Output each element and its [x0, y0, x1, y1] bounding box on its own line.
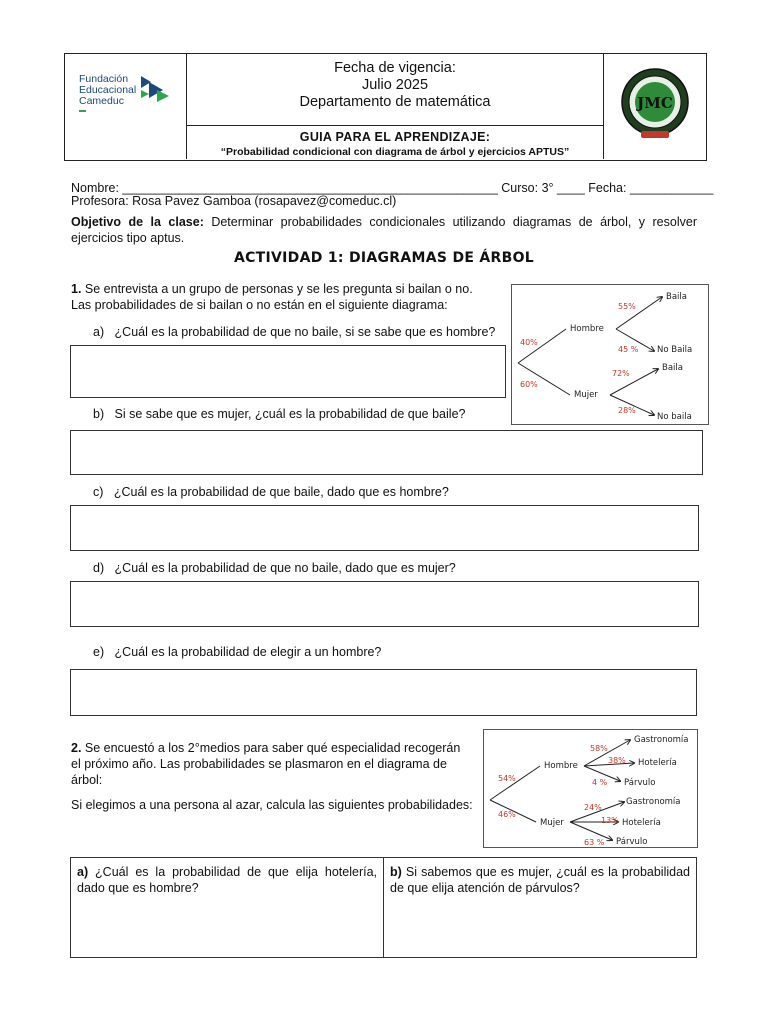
tree1-branch-mujer	[518, 363, 570, 395]
question-1d: d) ¿Cuál es la probabilidad de que no baile, dado que es mujer?	[93, 561, 456, 575]
logo-cell	[65, 54, 187, 159]
title-cell	[187, 126, 603, 159]
question-2a: a) ¿Cuál es la probabilidad de que elija hotelería, dado que es hombre?	[77, 865, 377, 895]
activity-title: ACTIVIDAD 1: DIAGRAMAS DE ÁRBOL	[233, 250, 535, 266]
exercise2-instruction: Si elegimos a una persona al azar, calcula las siguientes probabilidades:	[71, 798, 473, 812]
tree1-p-hombre: 40%	[520, 338, 538, 347]
exercise2-intro-line2: el próximo año. Las probabilidades se plasmaron en el diagrama de	[71, 757, 447, 771]
school-seal-icon	[619, 66, 691, 146]
tree2-m1: Gastronomía	[626, 797, 681, 807]
validity-date: Julio 2025	[361, 77, 429, 93]
tree2-h2: Hotelería	[638, 758, 677, 768]
department: Departamento de matemática	[299, 94, 491, 110]
tree2-node-hombre: Hombre	[544, 761, 578, 771]
seal-cell	[603, 54, 706, 159]
tree2-m3: Párvulo	[616, 837, 648, 847]
tree2-node-mujer: Mujer	[540, 818, 564, 828]
teacher-line: Profesora: Rosa Pavez Gamboa (rosapavez@comeduc.cl)	[71, 194, 397, 208]
tree1-p-h-baila: 55%	[618, 302, 636, 311]
tree2-p-h3: 4 %	[592, 778, 608, 787]
tree2-p-m3: 63 %	[584, 838, 605, 847]
header-box	[64, 53, 707, 161]
tree1-p-m-nobaila: 28%	[618, 406, 636, 415]
exercise1-intro-line2: Las probabilidades de si bailan o no están en el siguiente diagrama:	[71, 298, 448, 312]
tree1-p-mujer: 60%	[520, 380, 538, 389]
tree-diagram-2	[483, 729, 698, 848]
name-line[interactable]: Nombre: ______________________________________________________ Curso: 3° ____ Fecha: ____________	[71, 181, 714, 195]
answer-box-1a[interactable]	[70, 345, 506, 398]
answer-box-1c[interactable]	[70, 505, 699, 551]
exercise2-intro-line1: Se encuestó a los 2°medios para saber qué especialidad recogerán	[81, 741, 461, 755]
exercise1-intro	[71, 281, 511, 313]
tree1-p-h-nobaila: 45 %	[618, 345, 639, 354]
tree1-m-baila: Baila	[662, 363, 683, 373]
tree2-p-m1: 24%	[584, 803, 602, 812]
guide-title: GUIA PARA EL APRENDIZAJE:	[299, 130, 491, 144]
question-2a-cell[interactable]	[71, 858, 384, 957]
answer-box-1e[interactable]	[70, 669, 697, 716]
tree2-p-h2: 38%	[608, 756, 626, 765]
tree1-node-mujer: Mujer	[574, 390, 598, 400]
exercise2-intro-line3: árbol:	[71, 773, 103, 787]
objective-text: Determinar probabilidades condicionales utilizando diagramas de árbol, y resolver ejercicios tipo aptus.	[71, 215, 697, 245]
tree2-p-m2: 13%	[601, 816, 619, 825]
tree2-m2: Hotelería	[622, 818, 661, 828]
tree1-p-m-baila: 72%	[612, 369, 630, 378]
tree-diagram-1	[511, 284, 709, 425]
question-1e: e) ¿Cuál es la probabilidad de elegir a un hombre?	[93, 645, 382, 659]
answer-box-1d[interactable]	[70, 581, 699, 627]
exercise1-intro-line1: Se entrevista a un grupo de personas y se les pregunta si bailan o no.	[81, 282, 473, 296]
guide-subtitle: “Probabilidad condicional con diagrama de árbol y ejercicios APTUS”	[220, 146, 570, 158]
answer-box-1b[interactable]	[70, 430, 703, 475]
tree1-h-baila: Baila	[666, 292, 687, 302]
question-1b: b) Si se sabe que es mujer, ¿cuál es la probabilidad de que baile?	[93, 407, 466, 421]
tree2-h3: Párvulo	[624, 778, 656, 788]
tree2-p-h1: 58%	[590, 744, 608, 753]
tree1-h-nobaila: No Baila	[657, 345, 693, 355]
tree2-p-hombre: 54%	[498, 774, 516, 783]
svg-text:JMC: JMC	[637, 94, 673, 112]
objective	[71, 214, 697, 246]
foundation-logo: Fundación Educacional Cameduc	[79, 74, 136, 112]
exercise2-intro	[71, 740, 481, 788]
tree2-h1: Gastronomía	[634, 735, 689, 745]
validity-cell	[187, 54, 603, 126]
tree1-node-hombre: Hombre	[570, 324, 604, 334]
tree2-p-mujer: 46%	[498, 810, 516, 819]
question-1c: c) ¿Cuál es la probabilidad de que baile, dado que es hombre?	[93, 485, 449, 499]
tree2-branch-hombre	[490, 766, 540, 800]
objective-label: Objetivo de la clase:	[71, 215, 204, 229]
question-2b-cell[interactable]	[384, 858, 696, 957]
exercise2-number: 2.	[71, 741, 82, 755]
question-1a: a) ¿Cuál es la probabilidad de que no baile, si se sabe que es hombre?	[93, 325, 496, 339]
cameduc-logo-icon	[139, 74, 173, 104]
exercise2-table	[70, 857, 697, 958]
tree1-m-nobaila: No baila	[657, 412, 692, 422]
exercise1-number: 1.	[71, 282, 82, 296]
validity-label: Fecha de vigencia:	[334, 60, 456, 76]
question-2b: b) Si sabemos que es mujer, ¿cuál es la probabilidad de que elija atención de párvulos?	[390, 865, 690, 895]
